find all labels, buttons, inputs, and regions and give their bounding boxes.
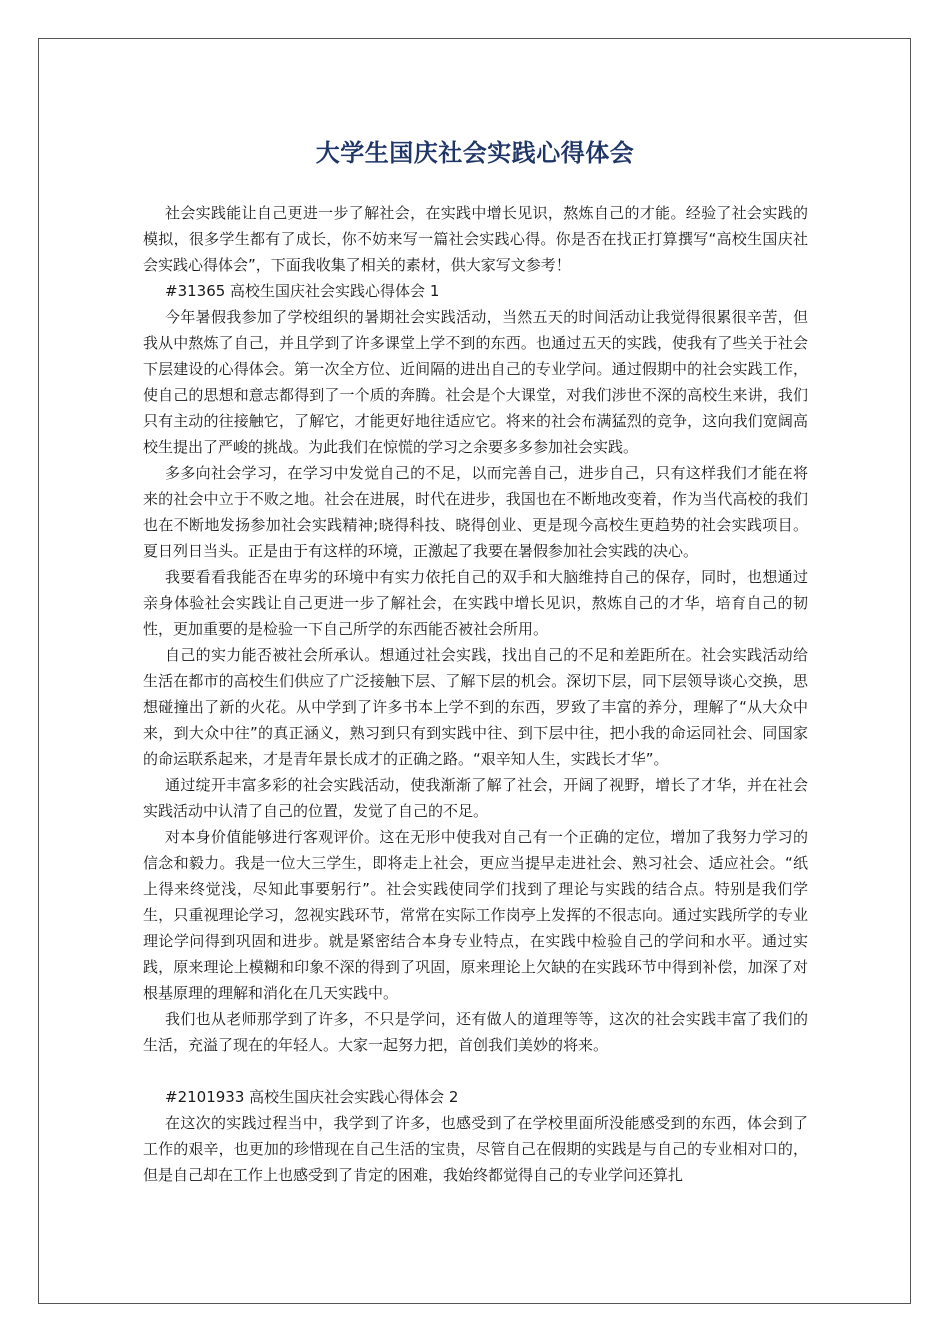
- essay-1-paragraph: 对本身价值能够进行客观评价。这在无形中使我对自己有一个正确的定位，增加了我努力学习的信念和毅力。我是一位大三学生，即将走上社会，更应当提早走进社会、熟习社会、适应社会。“纸上得来终觉浅，尽知此事要躬行”。社会实践使同学们找到了理论与实践的结合点。特别是我们学生，只重视理论学习，忽视实践环节，常常在实际工作岗亭上发挥的不很志向。通过实践所学的专业理论学问得到巩固和进步。就是紧密结合本身专业特点，在实践中检验自己的学问和水平。通过实践，原来理论上模糊和印象不深的得到了巩固，原来理论上欠缺的在实践环节中得到补偿，加深了对根基原理的理解和消化在几天实践中。: [143, 828, 808, 1002]
- document-body: [143, 200, 808, 1188]
- essay-1-heading: #31365 高校生国庆社会实践心得体会 1: [165, 282, 440, 300]
- intro-paragraph: 社会实践能让自己更进一步了解社会，在实践中增长见识，熬炼自己的才能。经验了社会实践的模拟，很多学生都有了成长，你不妨来写一篇社会实践心得。你是否在找正打算撰写“高校生国庆社会实践心得体会”，下面我收集了相关的素材，供大家写文参考！: [143, 204, 808, 274]
- document-title: 大学生国庆社会实践心得体会: [315, 139, 635, 167]
- essay-1-paragraph: 多多向社会学习，在学习中发觉自己的不足，以而完善自己，进步自己，只有这样我们才能在将来的社会中立于不败之地。社会在进展，时代在进步，我国也在不断地改变着，作为当代高校的我们也在不断地发扬参加社会实践精神;晓得科技、晓得创业、更是现今高校生更趋势的社会实践项目。夏日列日当头。正是由于有这样的环境，正激起了我要在暑假参加社会实践的决心。: [143, 464, 808, 560]
- essay-2-paragraph: 在这次的实践过程当中，我学到了许多，也感受到了在学校里面所没能感受到的东西，体会到了工作的艰辛，也更加的珍惜现在自己生活的宝贵，尽管自己在假期的实践是与自己的专业相对口的，但是自己却在工作上也感受到了肯定的困难，我始终都觉得自己的专业学问还算扎: [143, 1114, 808, 1184]
- essay-1-paragraph: 今年暑假我参加了学校组织的暑期社会实践活动，当然五天的时间活动让我觉得很累很辛苦，但我从中熬炼了自己，并且学到了许多课堂上学不到的东西。也通过五天的实践，使我有了些关于社会下层建设的心得体会。第一次全方位、近间隔的进出自己的专业学问。通过假期中的社会实践工作，使自己的思想和意志都得到了一个质的奔腾。社会是个大课堂，对我们涉世不深的高校生来讲，我们只有主动的往接触它，了解它，才能更好地往适应它。将来的社会布满猛烈的竞争，这向我们宽阔高校生提出了严峻的挑战。为此我们在惊慌的学习之余要多多参加社会实践。: [143, 308, 808, 456]
- essay-1-paragraph: 通过绽开丰富多彩的社会实践活动，使我渐渐了解了社会，开阔了视野，增长了才华，并在社会实践活动中认清了自己的位置，发觉了自己的不足。: [143, 776, 808, 820]
- essay-1-paragraph: 自己的实力能否被社会所承认。想通过社会实践，找出自己的不足和差距所在。社会实践活动给生活在都市的高校生们供应了广泛接触下层、了解下层的机会。深切下层，同下层领导谈心交换，思想碰撞出了新的火花。从中学到了许多书本上学不到的东西，罗致了丰富的养分，理解了“从大众中来，到大众中往”的真正涵义，熟习到只有到实践中往、到下层中往，把小我的命运同社会、同国家的命运联系起来，才是青年景长成才的正确之路。“艰辛知人生，实践长才华”。: [143, 646, 808, 768]
- essay-2-heading: #2101933 高校生国庆社会实践心得体会 2: [165, 1088, 459, 1106]
- essay-1-paragraph: 我要看看我能否在卑劣的环境中有实力依托自己的双手和大脑维持自己的保存，同时，也想通过亲身体验社会实践让自己更进一步了解社会，在实践中增长见识，熬炼自己的才华，培育自己的韧性，更加重要的是检验一下自己所学的东西能否被社会所用。: [143, 568, 808, 638]
- essay-1-paragraph: 我们也从老师那学到了许多，不只是学问，还有做人的道理等等，这次的社会实践丰富了我们的生活，充溢了现在的年轻人。大家一起努力把，首创我们美妙的将来。: [143, 1010, 808, 1054]
